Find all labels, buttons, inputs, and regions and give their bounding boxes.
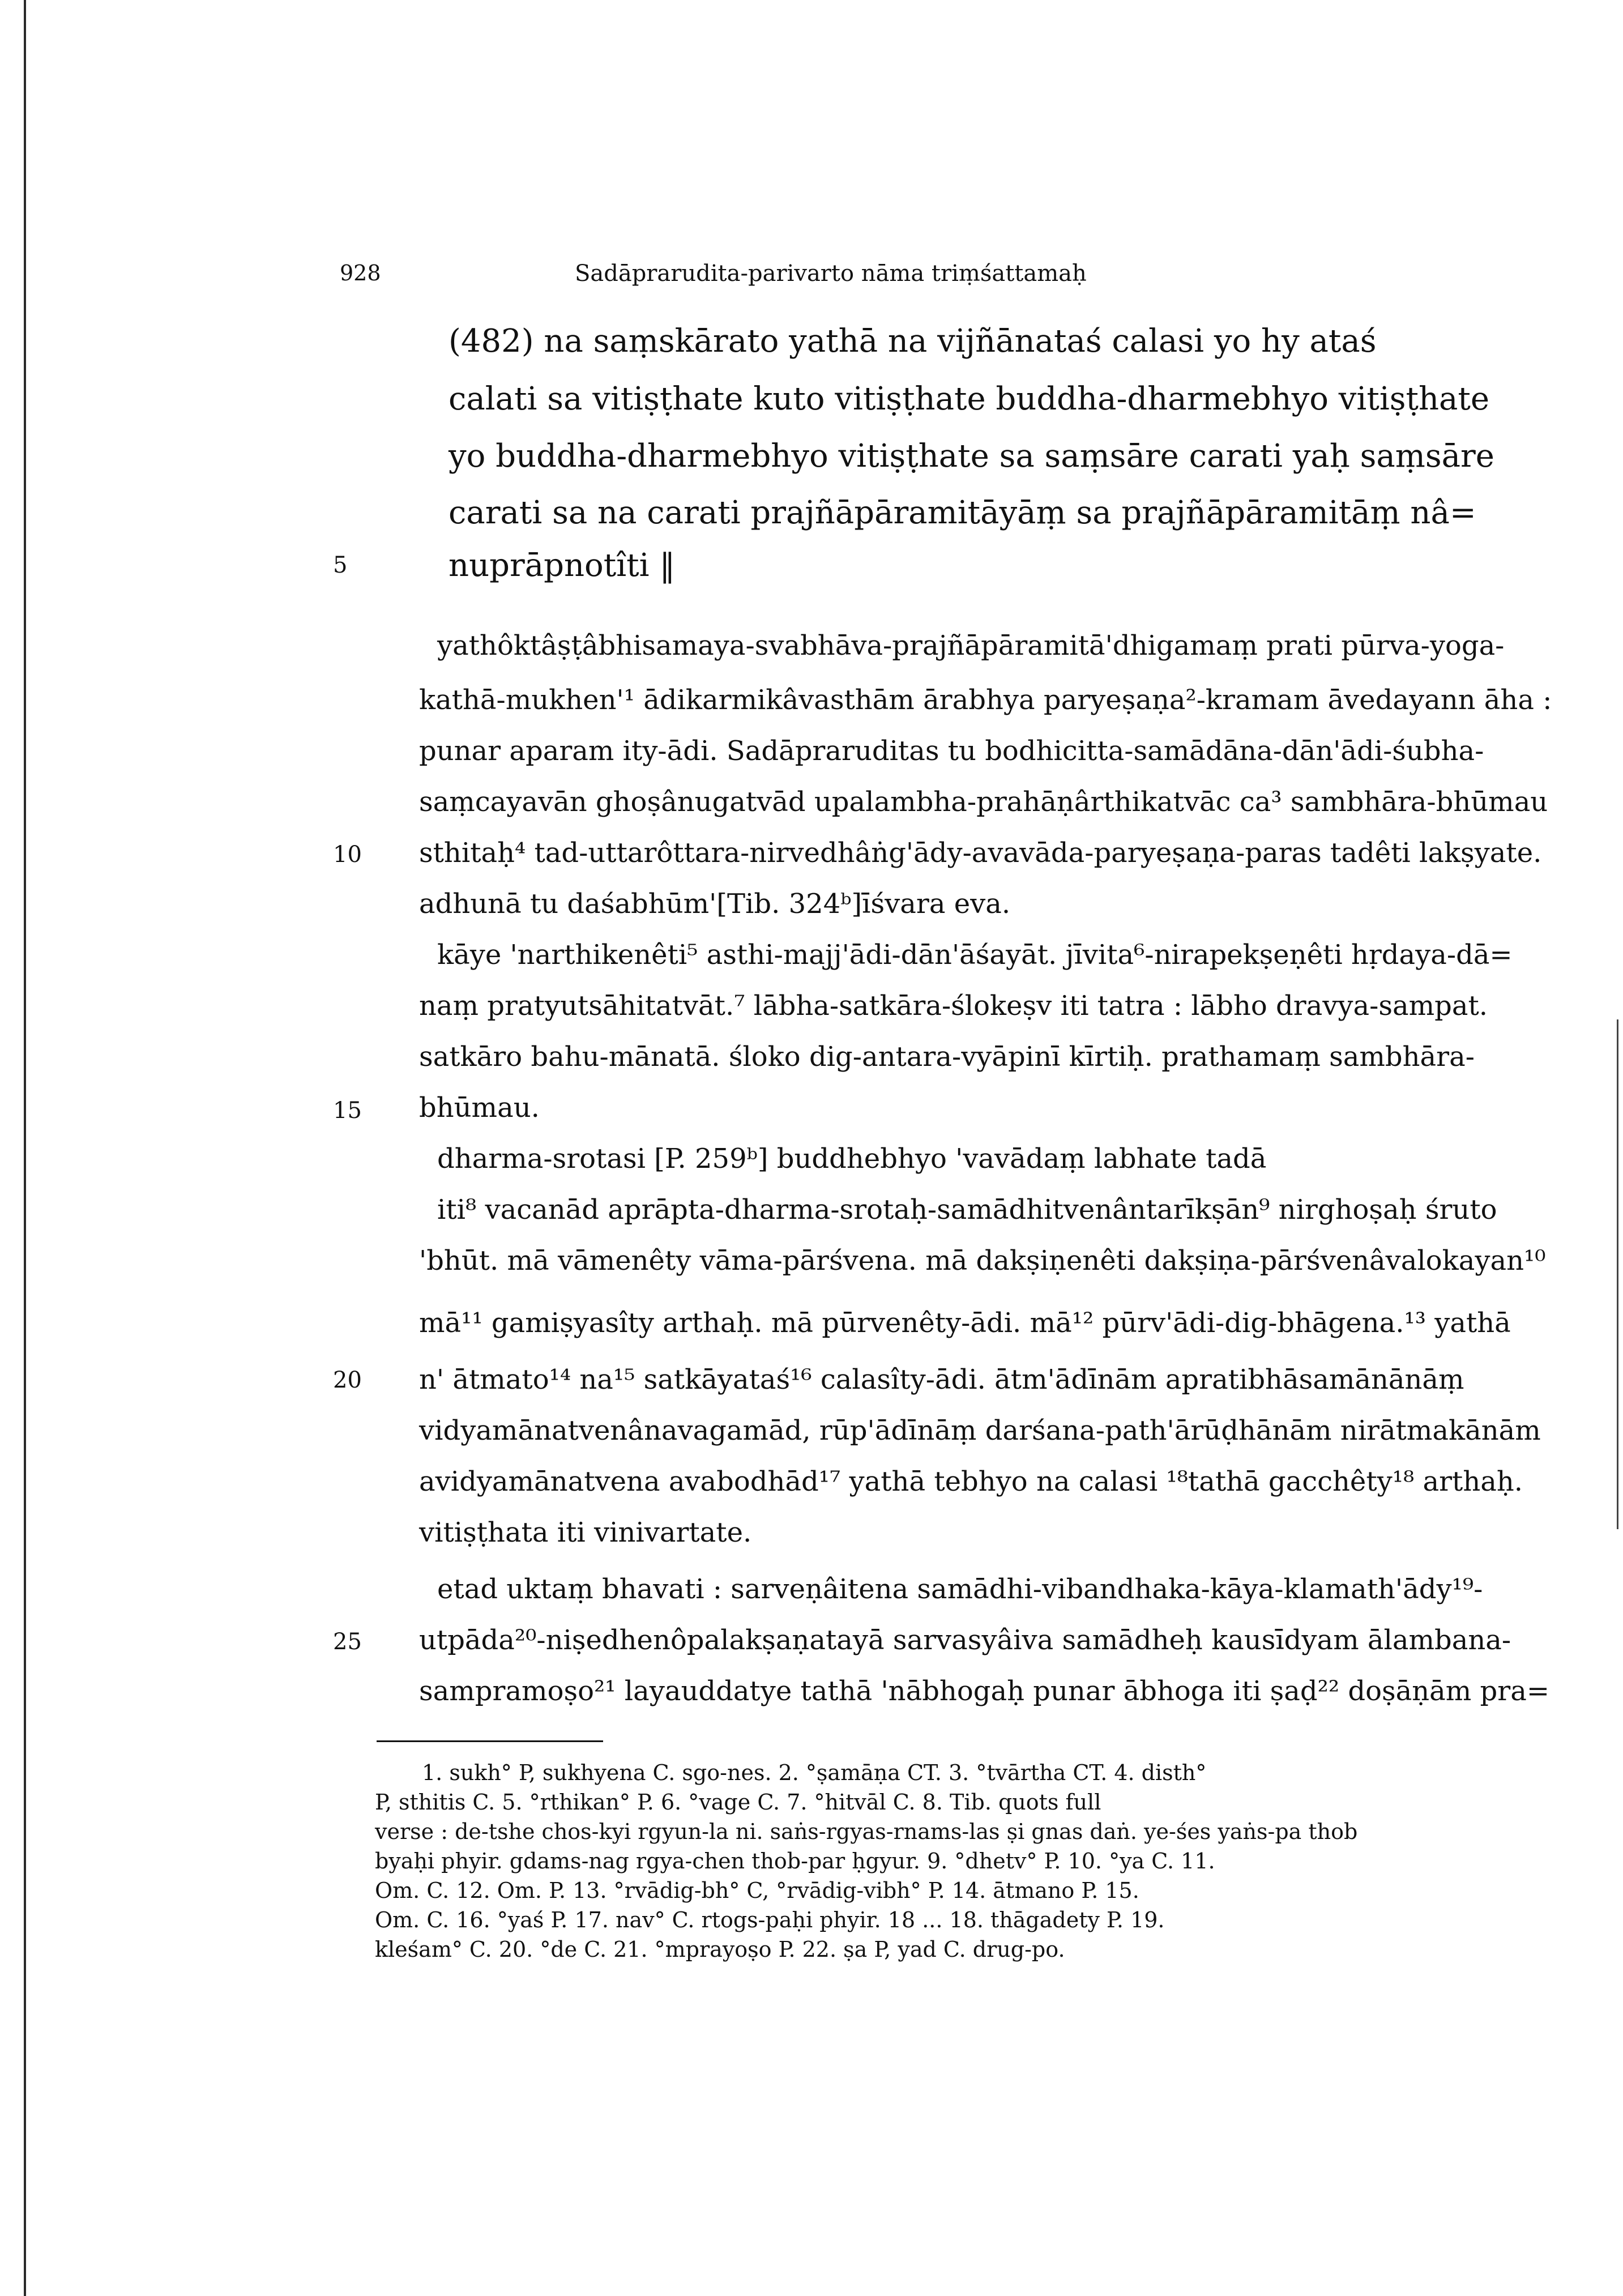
footnote-line: Om. C. 16. °yaś P. 17. nav° C. rtogs-paḥi phyir. 18 ... 18. thāgadety P. 19. (375, 1907, 1165, 1932)
footnote-line: verse : de-tshe chos-kyi rgyun-la ni. saṅs-rgyas-rnams-las ṣi gnas daṅ. ye-śes yaṅs-pa thob (375, 1819, 1358, 1844)
verse-line: carati sa na carati prajñāpāramitāyāṃ sa prajñāpāramitāṃ nâ= (449, 494, 1476, 531)
running-title: Sadāprarudita-parivarto nāma triṃśattamaḥ (575, 261, 1087, 287)
commentary-line: iti⁸ vacanād aprāpta-dharma-srotaḥ-samādhitvenântarīkṣān⁹ nirghoṣaḥ śruto (437, 1194, 1497, 1226)
footnote-line: 1. sukh° P, sukhyena C. sgo-nes. 2. °ṣamāṇa CT. 3. °tvārtha CT. 4. disth° (422, 1760, 1207, 1785)
verse-line: (482) na saṃskārato yathā na vijñānataś calasi yo hy ataś (449, 323, 1377, 360)
commentary-line: kāye 'narthikenêti⁵ asthi-majj'ādi-dān'āśayāt. jīvita⁶-nirapekṣeṇêti hṛdaya-dā= (437, 939, 1513, 971)
footnote-line: Om. C. 12. Om. P. 13. °rvādig-bh° C, °rvādig-vibh° P. 14. ātmano P. 15. (375, 1878, 1139, 1903)
commentary-line: yathôktâṣṭâbhisamaya-svabhāva-prajñāpāramitā'dhigamaṃ prati pūrva-yoga- (437, 630, 1505, 662)
line-number: 10 (333, 842, 362, 868)
commentary-line: naṃ pratyutsāhitatvāt.⁷ lābha-satkāra-ślokeṣv iti tatra : lābho dravya-sampat. (419, 990, 1488, 1022)
commentary-line: 'bhūt. mā vāmenêty vāma-pārśvena. mā dakṣiṇenêti dakṣiṇa-pārśvenâvalokayan¹⁰ (419, 1245, 1546, 1277)
line-number: 5 (333, 552, 348, 578)
commentary-line: kathā-mukhen'¹ ādikarmikâvasthām ārabhya paryeṣaṇa²-kramam āvedayann āha : (419, 684, 1552, 716)
footnote-line: byaḥi phyir. gdams-nag rgya-chen thob-par ḥgyur. 9. °dhetv° P. 10. °ya C. 11. (375, 1849, 1215, 1873)
commentary-line: vitiṣṭhata iti vinivartate. (419, 1517, 752, 1548)
footnote-separator (377, 1740, 603, 1742)
page-header (340, 261, 1416, 295)
line-number: 25 (333, 1629, 362, 1655)
commentary-line: dharma-srotasi [P. 259ᵇ] buddhebhyo 'vavādaṃ labhate tadā (437, 1143, 1267, 1175)
commentary-line: adhunā tu daśabhūm'[Tib. 324ᵇ]īśvara eva. (419, 888, 1011, 920)
commentary-line: punar aparam ity-ādi. Sadāpraruditas tu bodhicitta-samādāna-dān'ādi-śubha- (419, 735, 1484, 767)
scan-border-left (24, 0, 26, 2296)
scan-border-right (1617, 1019, 1618, 1529)
footnote-line: kleśam° C. 20. °de C. 21. °mprayoṣo P. 22. ṣa P, yad C. drug-po. (375, 1937, 1065, 1962)
commentary-line: bhūmau. (419, 1092, 540, 1124)
commentary-line: sthitaḥ⁴ tad-uttarôttara-nirvedhâṅg'ādy-avavāda-paryeṣaṇa-paras tadêti lakṣyate. (419, 837, 1542, 869)
page-number: 928 (340, 261, 381, 285)
commentary-line: utpāda²⁰-niṣedhenôpalakṣaṇatayā sarvasyâiva samādheḥ kausīdyam ālambana- (419, 1624, 1511, 1656)
commentary-line: mā¹¹ gamiṣyasîty arthaḥ. mā pūrvenêty-ādi. mā¹² pūrv'ādi-dig-bhāgena.¹³ yathā (419, 1307, 1511, 1339)
line-number: 15 (333, 1098, 362, 1124)
commentary-line: vidyamānatvenânavagamād, rūp'ādīnāṃ darśana-path'ārūḍhānām nirātmakānām (419, 1415, 1541, 1446)
verse-line: calati sa vitiṣṭhate kuto vitiṣṭhate buddha-dharmebhyo vitiṣṭhate (449, 381, 1490, 417)
commentary-line: etad uktaṃ bhavati : sarveṇâitena samādhi-vibandhaka-kāya-klamath'ādy¹⁹- (437, 1573, 1483, 1605)
line-number: 20 (333, 1367, 362, 1393)
verse-line: nuprāpnotîti ‖ (449, 547, 676, 584)
verse-line: yo buddha-dharmebhyo vitiṣṭhate sa saṃsāre carati yaḥ saṃsāre (449, 438, 1494, 475)
commentary-line: satkāro bahu-mānatā. śloko dig-antara-vyāpinī kīrtiḥ. prathamaṃ sambhāra- (419, 1041, 1475, 1073)
commentary-line: avidyamānatvena avabodhād¹⁷ yathā tebhyo na calasi ¹⁸tathā gacchêty¹⁸ arthaḥ. (419, 1466, 1523, 1497)
commentary-line: n' ātmato¹⁴ na¹⁵ satkāyataś¹⁶ calasîty-ādi. ātm'ādīnām apratibhāsamānānāṃ (419, 1364, 1464, 1395)
footnote-line: P, sthitis C. 5. °rthikan° P. 6. °vage C. 7. °hitvāl C. 8. Tib. quots full (375, 1790, 1101, 1815)
commentary-line: sampramoṣo²¹ layauddatye tathā 'nābhogaḥ punar ābhoga iti ṣaḍ²² doṣāṇām pra= (419, 1675, 1550, 1707)
commentary-line: saṃcayavān ghoṣânugatvād upalambha-prahāṇârthikatvāc ca³ sambhāra-bhūmau (419, 786, 1548, 818)
